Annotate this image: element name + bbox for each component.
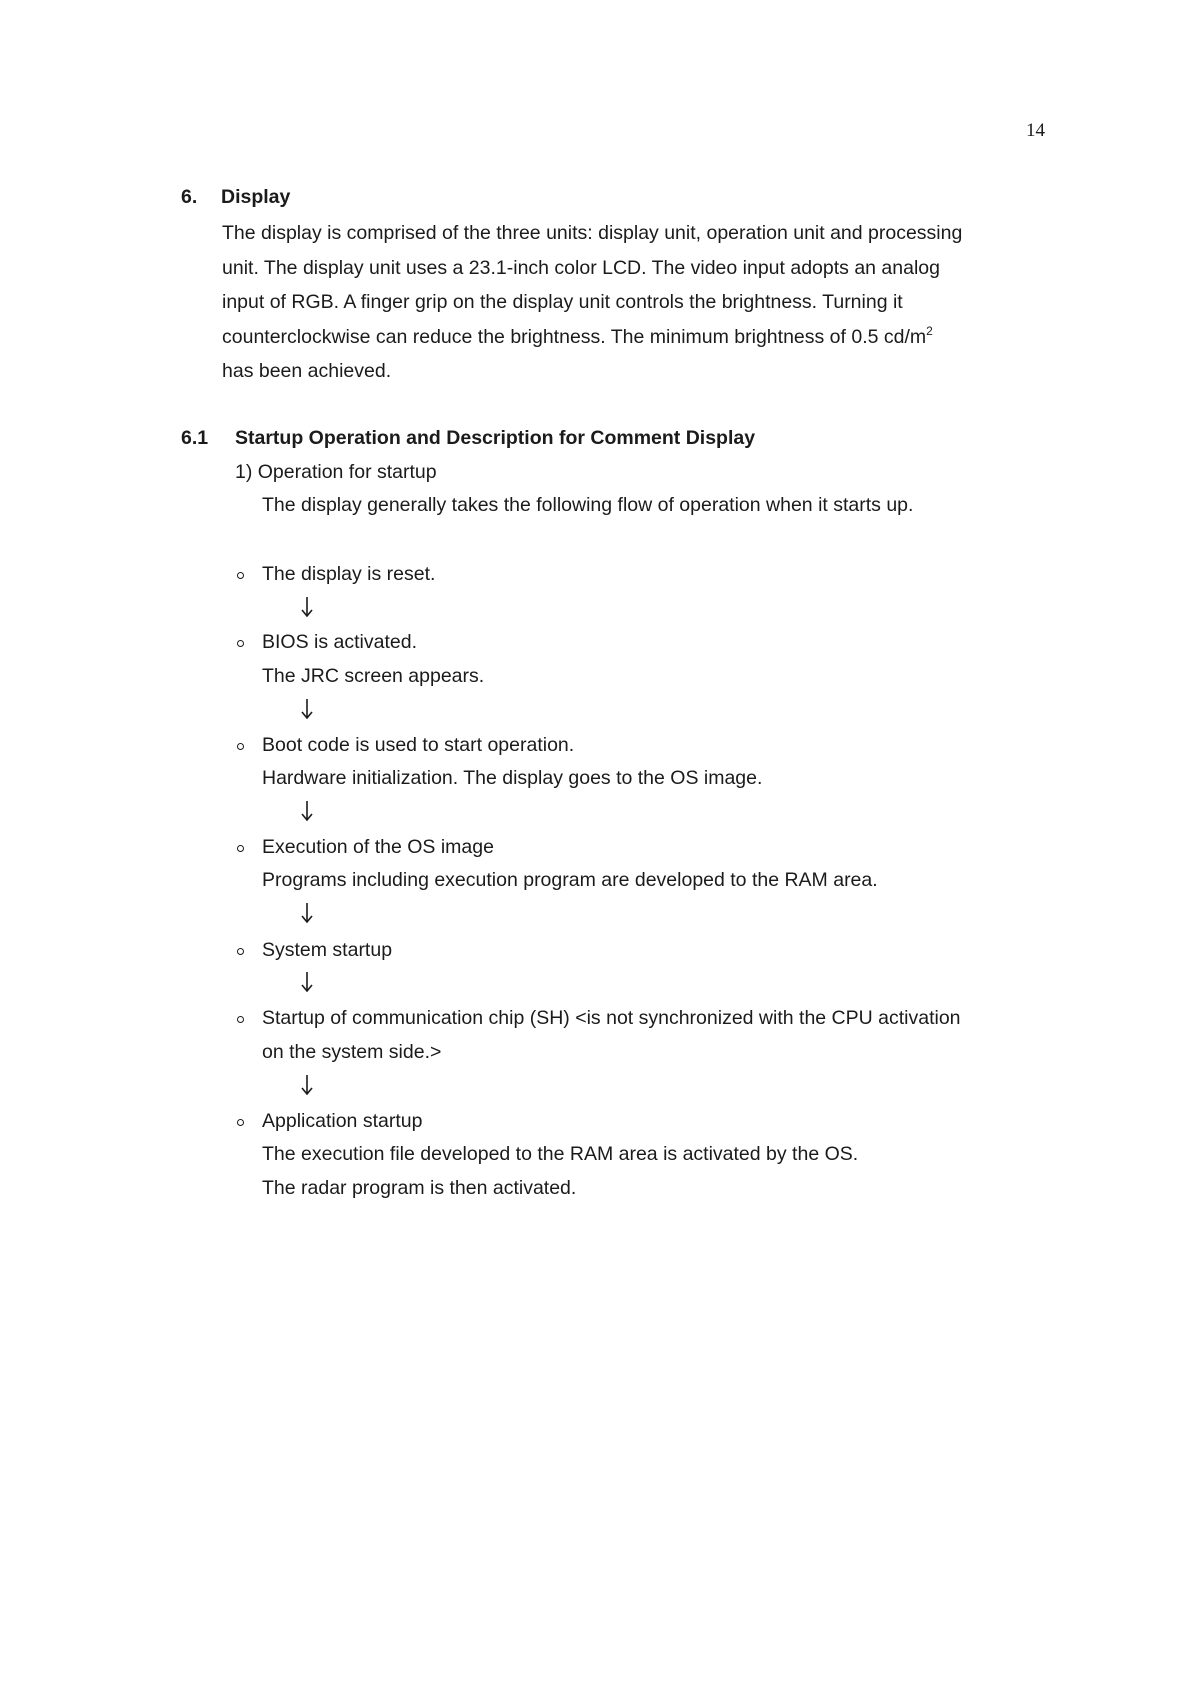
bullet-icon <box>237 743 244 750</box>
page-number: 14 <box>1026 120 1045 141</box>
superscript-2: 2 <box>926 323 933 338</box>
paragraph-line-2: unit. The display unit uses a 23.1-inch color LCD. The video input adopts an analog <box>222 256 940 279</box>
step-1-text: The display is reset. <box>262 563 436 585</box>
paragraph-line-4 <box>222 320 1057 355</box>
down-arrow-icon <box>300 1074 314 1096</box>
step-6-detail: on the system side.> <box>262 1041 442 1063</box>
step-3-detail: Hardware initialization. The display goes to the OS image. <box>262 767 763 789</box>
down-arrow-icon <box>300 596 314 618</box>
paragraph-line-1: The display is comprised of the three units: display unit, operation unit and processing <box>222 222 963 244</box>
section-6-1-heading <box>181 427 755 450</box>
bullet-icon <box>237 845 244 852</box>
bullet-icon <box>237 640 244 647</box>
section-6-title: Display <box>221 186 291 208</box>
paragraph-line-4-text: counterclockwise can reduce the brightness. The minimum brightness of 0.5 cd/m <box>222 325 927 348</box>
section-6-number: 6. <box>181 186 198 208</box>
bullet-icon <box>237 1119 244 1126</box>
section-6-1-number: 6.1 <box>181 427 209 449</box>
paragraph-line-3: input of RGB. A finger grip on the display unit controls the brightness. Turning it <box>222 291 903 313</box>
subitem-title: 1) Operation for startup <box>235 461 437 483</box>
step-2-text: BIOS is activated. <box>262 631 417 653</box>
bullet-icon <box>237 572 244 579</box>
step-5-text: System startup <box>262 939 393 961</box>
down-arrow-icon <box>300 800 314 822</box>
step-3-text: Boot code is used to start operation. <box>262 734 575 756</box>
step-2-detail: The JRC screen appears. <box>262 665 485 687</box>
step-7-text: Application startup <box>262 1110 423 1132</box>
step-4-detail: Programs including execution program are developed to the RAM area. <box>262 869 878 891</box>
section-6-1-title: Startup Operation and Description for Comment Display <box>235 427 756 449</box>
section-6-paragraph <box>222 216 1057 389</box>
section-6-heading <box>181 186 290 209</box>
step-4-text: Execution of the OS image <box>262 836 494 858</box>
paragraph-line-5: has been achieved. <box>222 360 392 382</box>
down-arrow-icon <box>300 971 314 993</box>
bullet-icon <box>237 948 244 955</box>
step-6-text: Startup of communication chip (SH) <is not synchronized with the CPU activation <box>262 1007 961 1029</box>
down-arrow-icon <box>300 902 314 924</box>
down-arrow-icon <box>300 698 314 720</box>
step-7-detail-2: The radar program is then activated. <box>262 1177 577 1199</box>
step-7-detail: The execution file developed to the RAM area is activated by the OS. <box>262 1143 859 1165</box>
subitem-description: The display generally takes the following flow of operation when it starts up. <box>262 494 914 516</box>
bullet-icon <box>237 1016 244 1023</box>
